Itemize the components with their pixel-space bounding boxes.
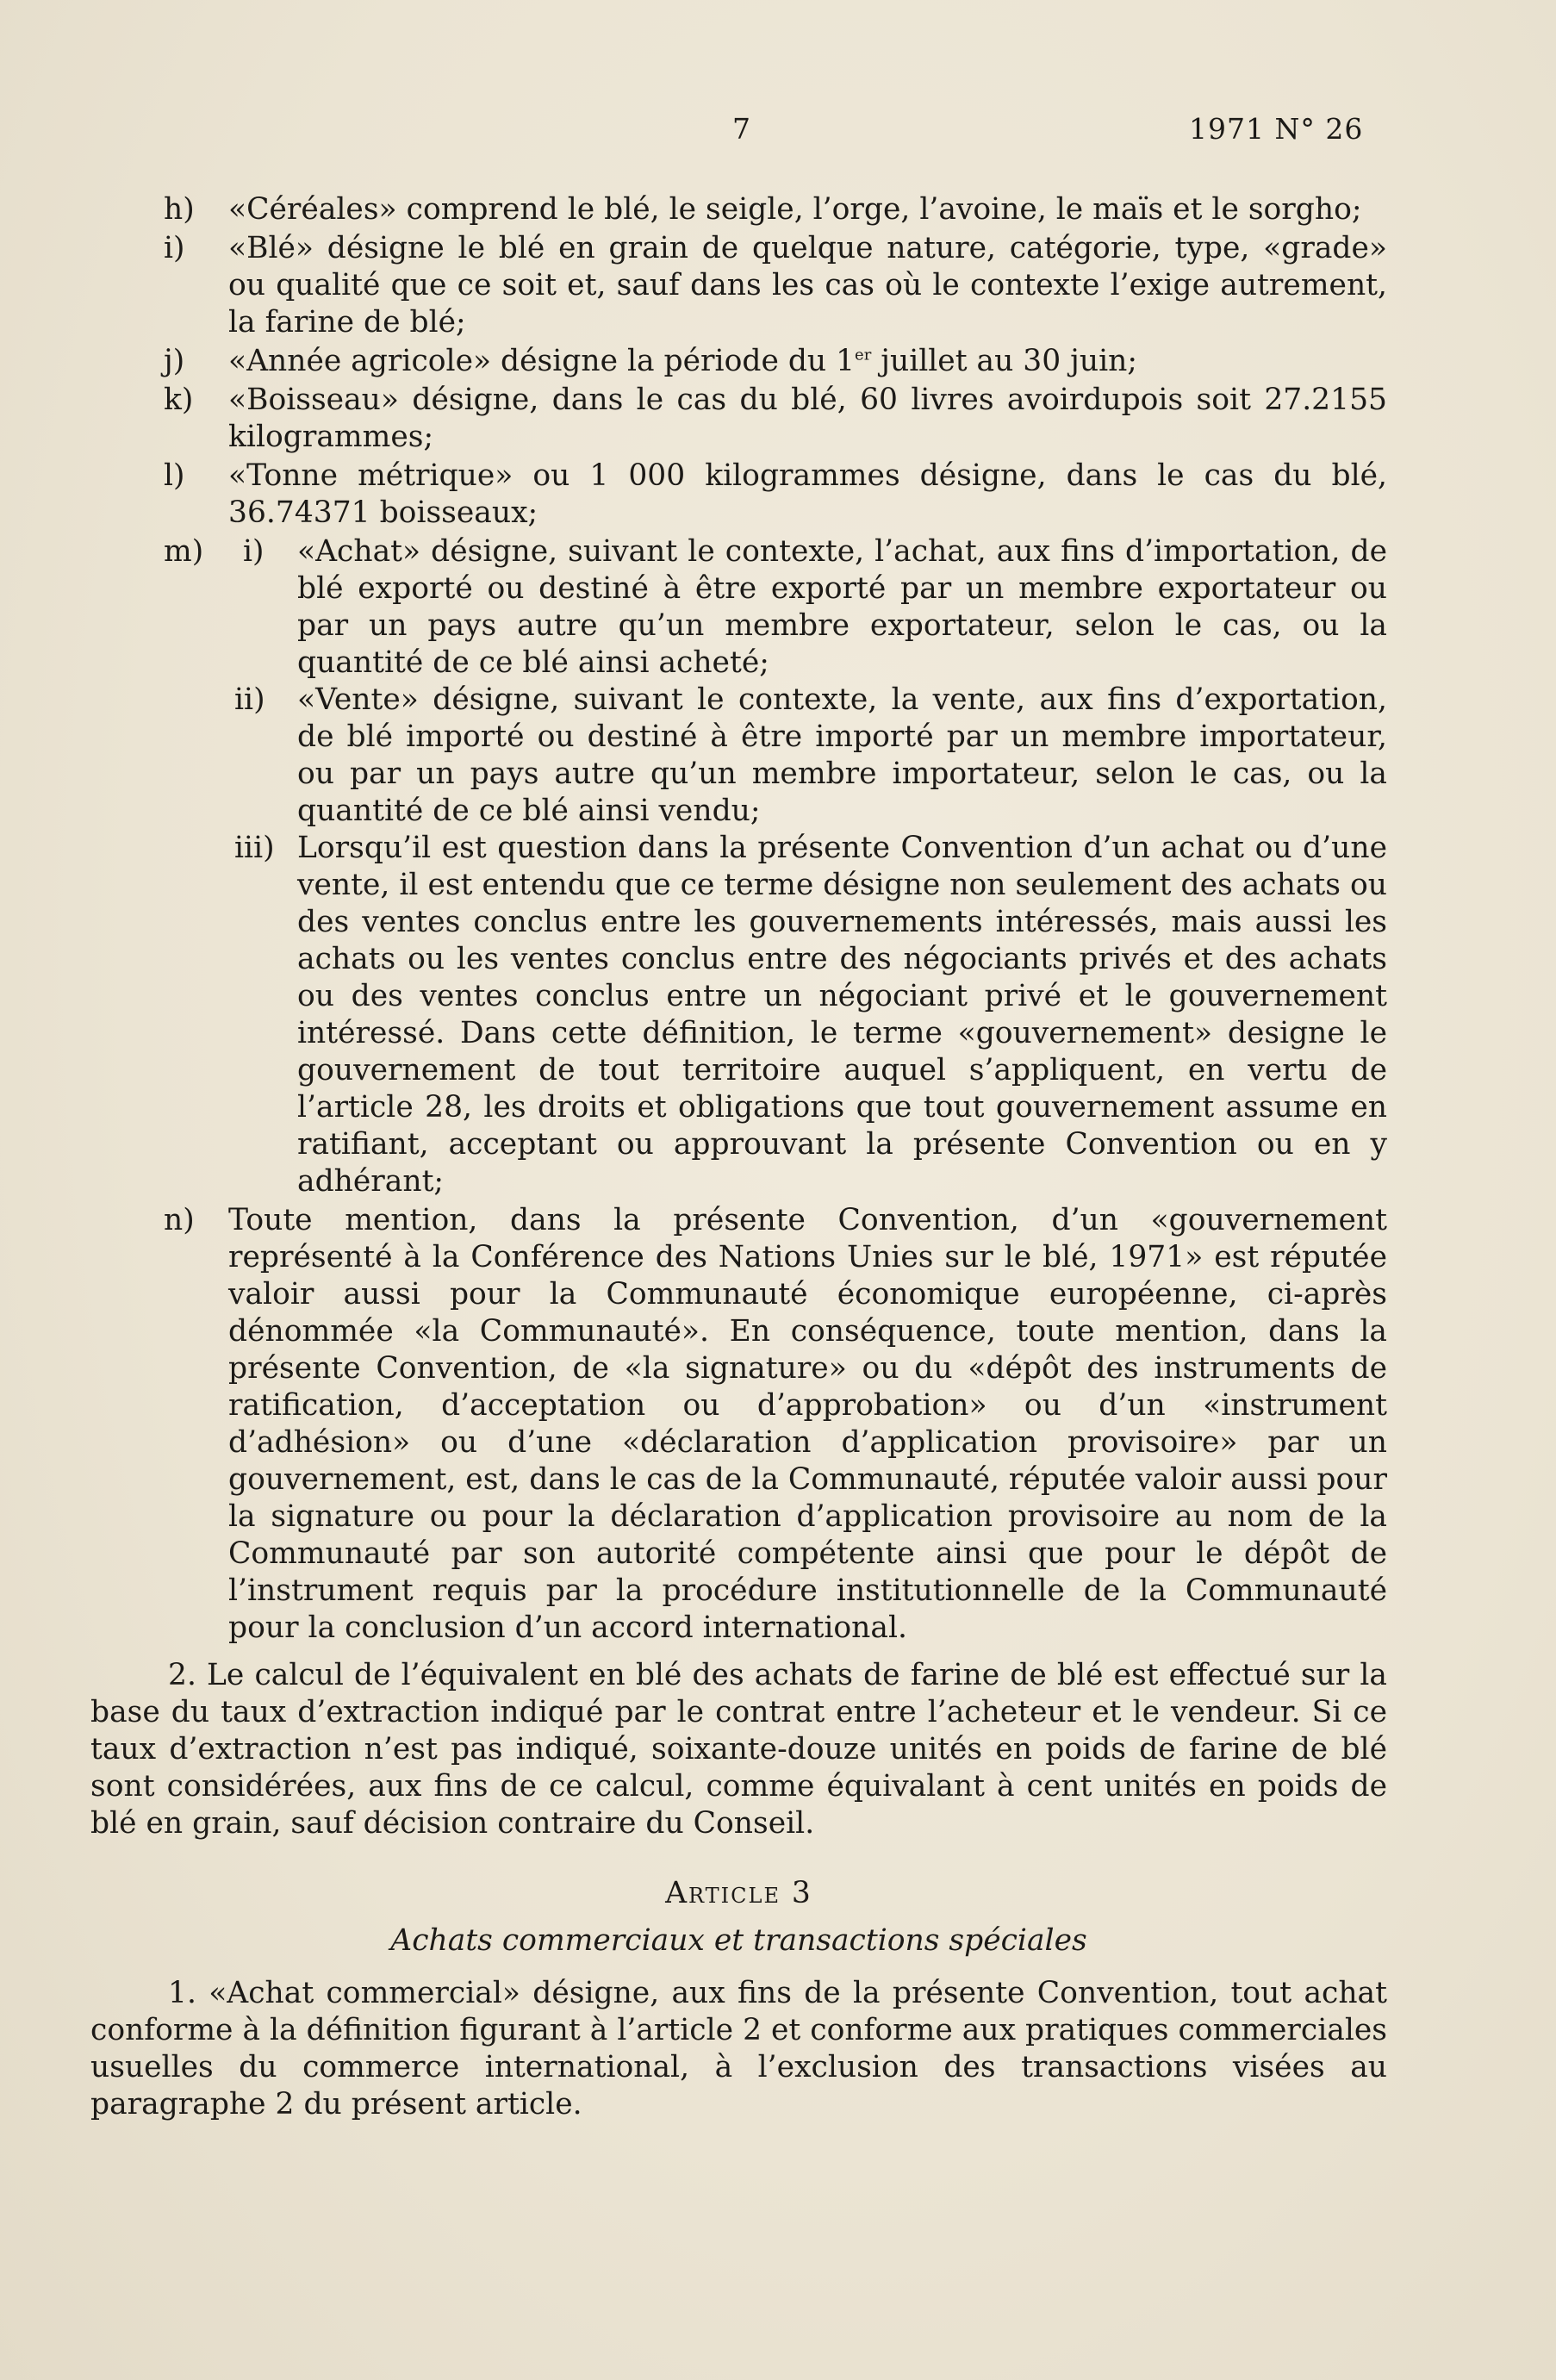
definition-m-iii [164, 830, 1387, 1200]
definition-text: «Céréales» comprend le blé, le seigle, l’orge, l’avoine, le maïs et le sorgho; [228, 192, 1362, 227]
document-reference: 1971 N° 26 [1189, 112, 1364, 146]
item-marker: j) [164, 344, 185, 378]
item-marker: n) [164, 1203, 195, 1237]
definition-text: «Vente» désigne, suivant le contexte, la vente, aux fins d’exportation, de blé importé ou destiné à être importé par un membre importateur, ou par un pays autre qu’un membre importateur, selon le cas, ou la quantité de ce blé ainsi vendu; [297, 682, 1387, 828]
definition-j [164, 343, 1387, 380]
item-marker: l) [164, 458, 185, 493]
definition-text-part: «Année agricole» désigne la période du 1 [228, 344, 856, 378]
subitem-marker: ii) [234, 682, 265, 717]
ordinal-superscript: er [855, 346, 872, 364]
article-paragraph-1: 1. «Achat commercial» désigne, aux fins de la présente Convention, tout achat conforme à la définition figurant à l’article 2 et conforme aux pratiques commerciales usuelles du commerce international, à l’exclusion des transactions visées au paragraphe 2 du présent article. [90, 1976, 1387, 2121]
item-marker: i) [164, 231, 185, 265]
definition-text: «Blé» désigne le blé en grain de quelque nature, catégorie, type, «grade» ou qualité que ce soit et, sauf dans les cas où le contexte l’exige autrement, la farine de blé; [228, 231, 1387, 340]
definition-text: Toute mention, dans la présente Convention, d’un «gouvernement représenté à la Conférence des Nations Unies sur le blé, 1971» est réputée valoir aussi pour la Communauté économique européenne, ci-après dénommée «la Communauté». En conséquence, toute mention, dans la présente Convention, de «la signature» ou du «dépôt des instruments de ratification, d’acceptation ou d’approbation» ou d’un «instrument d’adhésion» ou d’une «déclaration d’application provisoire» par un gouvernement, est, dans le cas de la Communauté, réputée valoir aussi pour la signature ou pour la déclaration d’application provisoire au nom de la Communauté par son autorité compétente ainsi que pour le dépôt de l’instrument requis par la procédure institutionnelle de la Communauté pour la conclusion d’un accord international. [228, 1203, 1387, 1645]
definition-text: «Tonne métrique» ou 1 000 kilogrammes désigne, dans le cas du blé, 36.74371 boisseaux; [228, 458, 1387, 530]
document-body [90, 191, 1387, 2153]
definition-n [164, 1202, 1387, 1647]
definition-m-i [164, 533, 1387, 682]
definition-m-ii [164, 682, 1387, 830]
page-header [0, 112, 1556, 155]
subitem-marker: i) [243, 534, 265, 569]
definition-l [164, 458, 1387, 532]
item-marker: k) [164, 383, 194, 417]
page-number: 7 [732, 112, 750, 146]
definition-text: «Achat» désigne, suivant le contexte, l’achat, aux fins d’importation, de blé exporté ou destiné à être exporté par un membre exportateur ou par un pays autre qu’un membre exportateur, selon le cas, ou la quantité de ce blé ainsi acheté; [297, 534, 1387, 680]
item-marker: m) [164, 534, 204, 569]
definition-m [164, 533, 1387, 1200]
article-subtitle: Achats commerciaux et transactions spéciales [390, 1923, 1087, 1958]
subitem-marker: iii) [234, 831, 275, 865]
article-title: Article 3 [665, 1876, 812, 1910]
definition-k [164, 382, 1387, 456]
paragraph-2: 2. Le calcul de l’équivalent en blé des achats de farine de blé est effectué sur la base du taux d’extraction indiqué par le contrat entre l’acheteur et le vendeur. Si ce taux d’extraction n’est pas indiqué, soixante-douze unités en poids de farine de blé sont considérées, aux fins de ce calcul, comme équivalant à cent unités en poids de blé en grain, sauf décision contraire du Conseil. [90, 1658, 1387, 1841]
definition-text [228, 344, 1137, 378]
definition-i [164, 230, 1387, 341]
definition-text: Lorsqu’il est question dans la présente Convention d’un achat ou d’une vente, il est entendu que ce terme désigne non seulement des achats ou des ventes conclus entre les gouvernements intéressés, mais aussi les achats ou les ventes conclus entre des négociants privés et des achats ou des ventes conclus entre un négociant privé et le gouvernement intéressé. Dans cette définition, le terme «gouvernement» designe le gouvernement de tout territoire auquel s’appliquent, en vertu de l’article 28, les droits et obligations que tout gouvernement assume en ratifiant, acceptant ou approuvant la présente Convention ou en y adhérant; [297, 831, 1387, 1199]
definition-text-part: juillet au 30 juin; [871, 344, 1137, 378]
item-marker: h) [164, 192, 195, 227]
definition-text: «Boisseau» désigne, dans le cas du blé, 60 livres avoirdupois soit 27.2155 kilogrammes; [228, 383, 1387, 454]
definition-h [164, 191, 1387, 228]
